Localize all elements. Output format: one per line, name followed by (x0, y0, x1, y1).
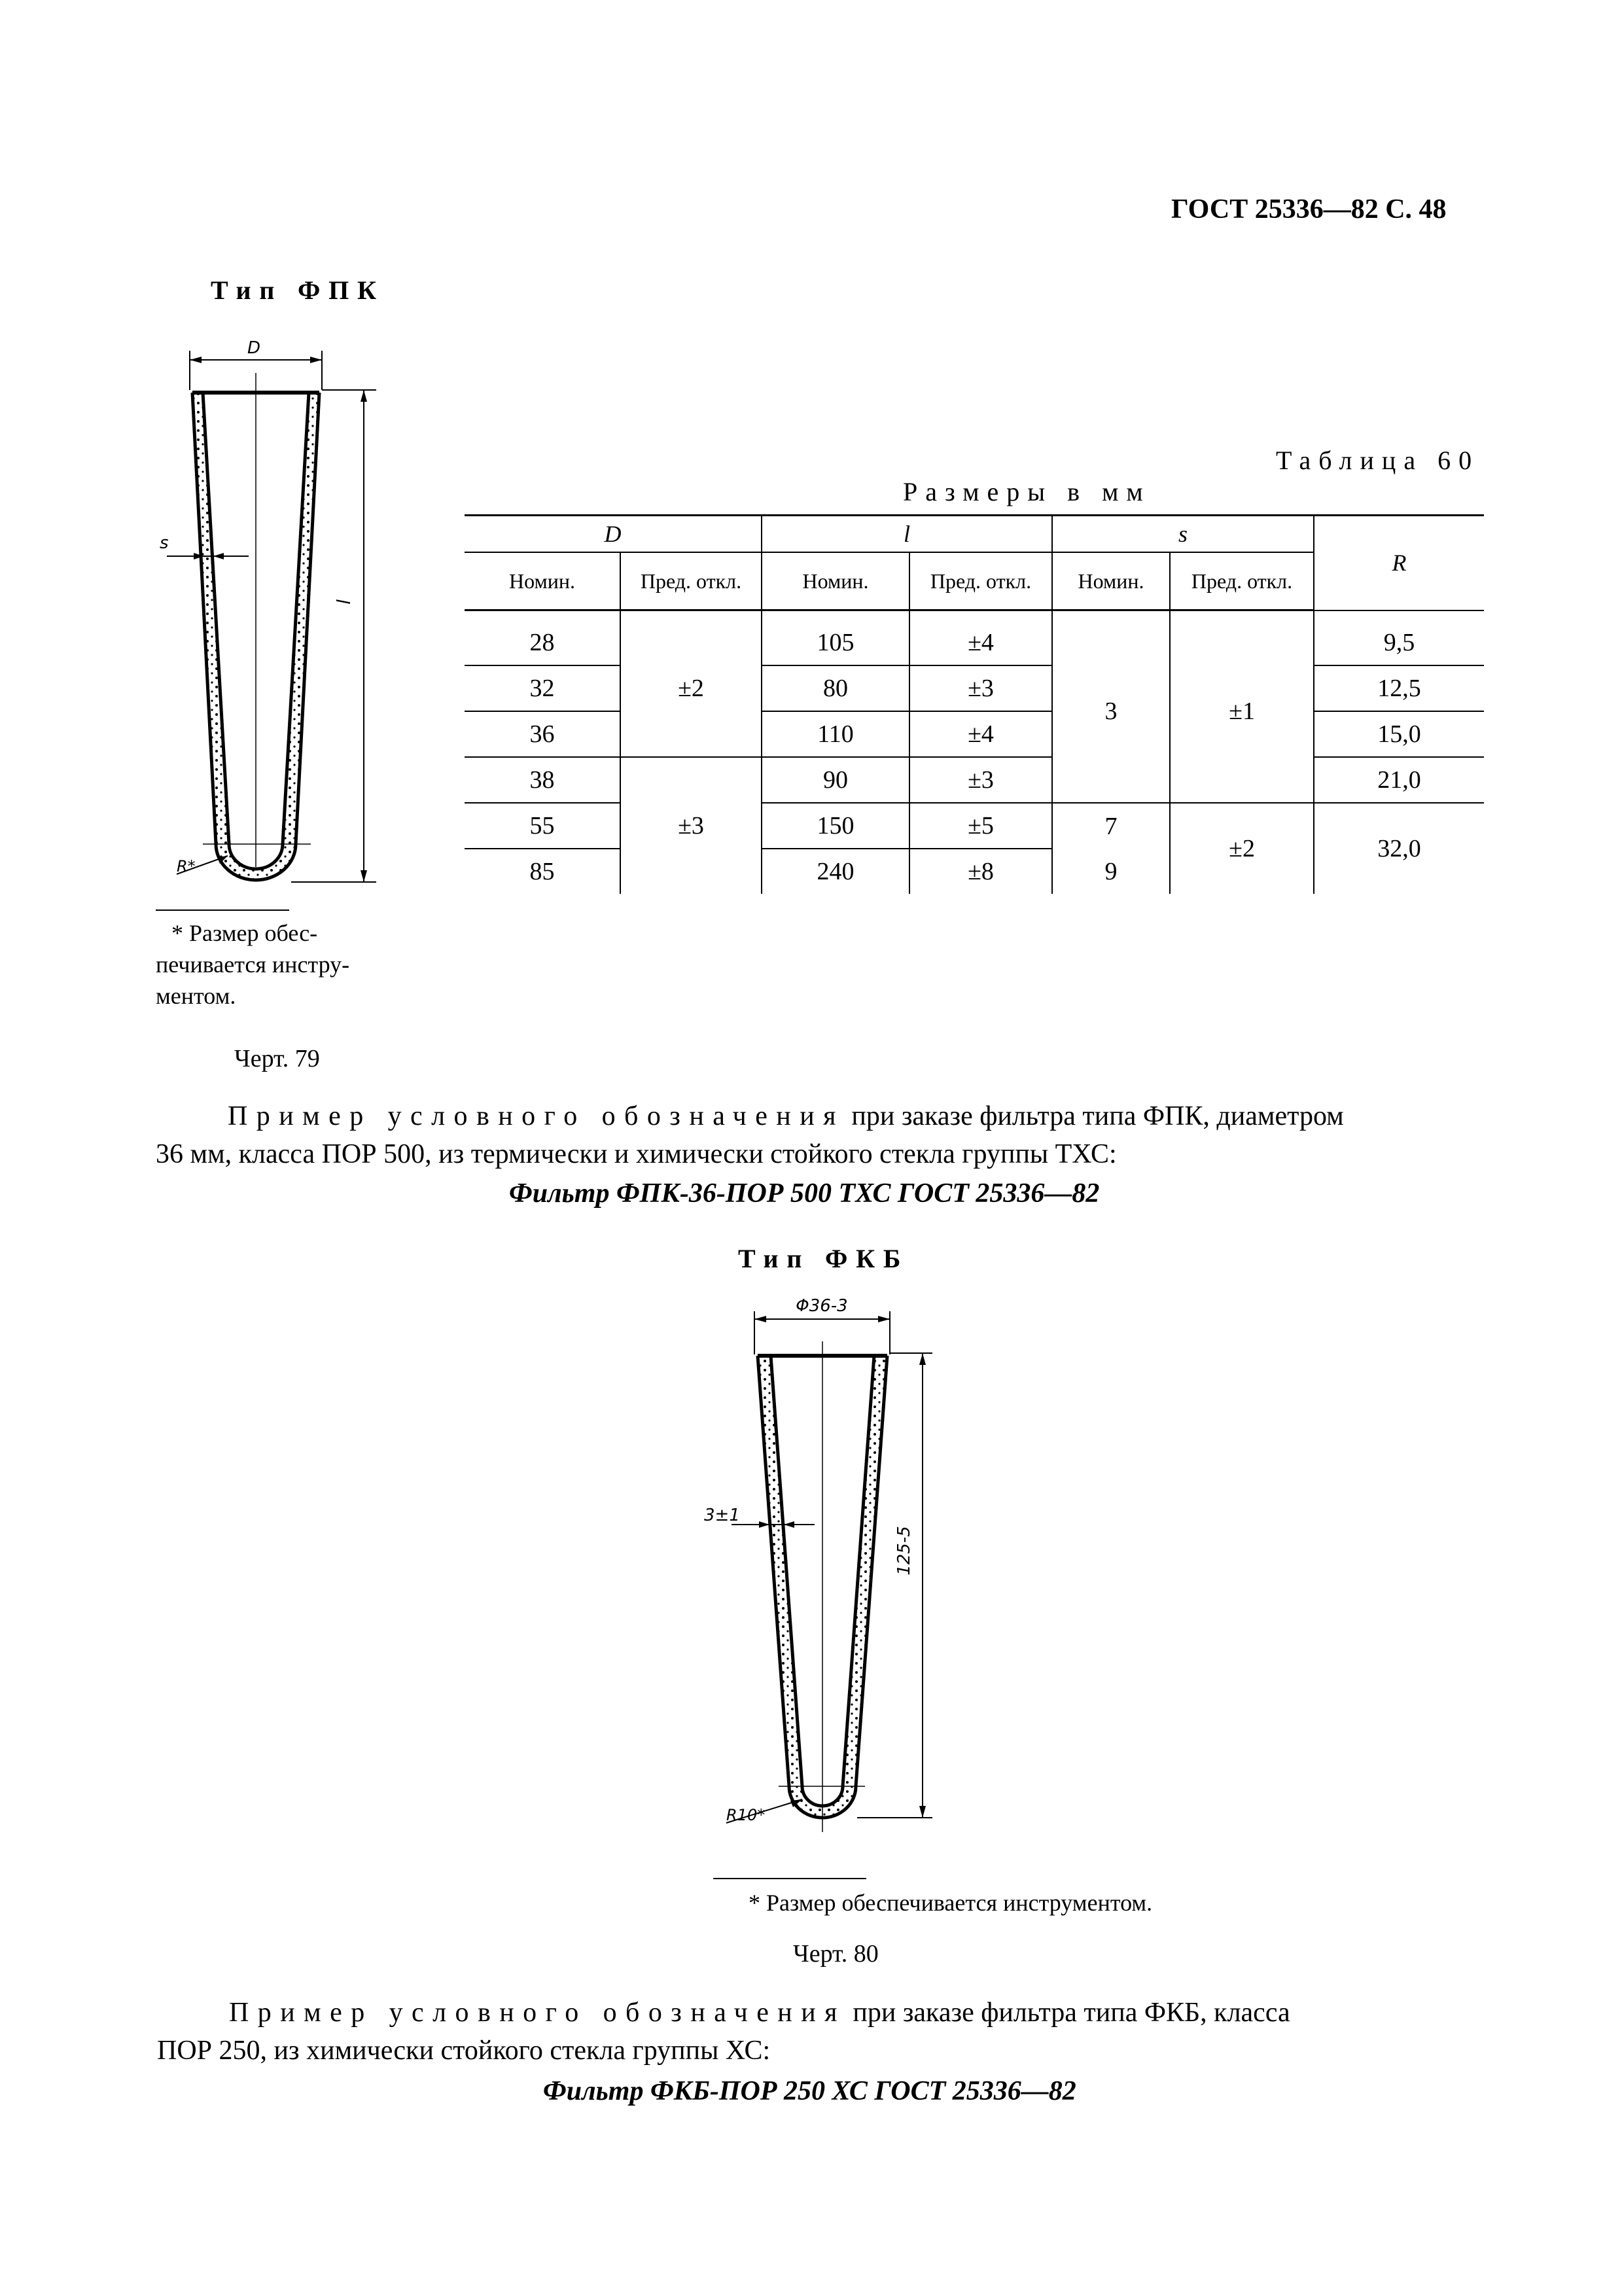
table-caption: Таблица 60 (1276, 446, 1480, 475)
example2-lead: Пример условного обозначения (229, 1998, 846, 2028)
example2-rest: при заказе фильтра типа ФКБ, класса (853, 1998, 1290, 2028)
dim-diameter-label: Φ36-3 (796, 1296, 848, 1316)
dim-d-label: D (247, 338, 261, 358)
footnote-fpk-line1: * Размер обес- (171, 920, 318, 946)
dim-radius-label: R10* (726, 1806, 766, 1824)
example2-designation: Фильтр ФКБ-ПОР 250 ХС ГОСТ 25336—82 (543, 2076, 1076, 2106)
subheader-d-tolerance: Пред. откл. (620, 552, 762, 610)
dim-r-label: R* (177, 857, 196, 875)
example1-designation: Фильтр ФПК-36-ПОР 500 ТХС ГОСТ 25336—82 (509, 1178, 1100, 1209)
subheader-l-nominal: Номин. (762, 552, 909, 610)
footnote-fkb: * Размер обеспечивается инструментом. (749, 1890, 1153, 1916)
header-r: R (1314, 516, 1484, 610)
footnote-fpk-line3: ментом. (156, 983, 236, 1009)
dim-l-label: l (333, 599, 355, 605)
type-title-fkb: Тип ФКБ (738, 1244, 909, 1273)
example2-line2: ПОР 250, из химически стойкого стекла группы ХС: (157, 2036, 771, 2066)
subheader-s-tolerance: Пред. откл. (1170, 552, 1314, 610)
footnote-rule-2 (713, 1878, 866, 1879)
table-row: 28 ±2 105 ±4 3 ±1 9,5 (465, 620, 1484, 665)
running-header: ГОСТ 25336—82 С. 48 (1171, 194, 1447, 224)
dim-s-label: s (160, 533, 169, 553)
example1-rest: при заказе фильтра типа ФПК, диаметром (851, 1101, 1344, 1131)
figure-caption-80: Черт. 80 (793, 1940, 879, 1968)
example2-line1 (229, 1997, 1290, 2028)
dimension-wall (704, 1506, 815, 1528)
table-row: 55 150 ±5 7 ±2 32,0 (465, 803, 1484, 849)
table-row: 36 110 ±4 15,0 (465, 711, 1484, 757)
footnote-fpk-line2: печивается инстру- (156, 951, 350, 978)
header-d: D (465, 516, 762, 553)
type-title-fpk: Тип ФПК (211, 275, 385, 305)
table-60 (465, 514, 1484, 894)
example1-line1 (228, 1101, 1344, 1132)
table-row: 32 80 ±3 12,5 (465, 665, 1484, 711)
subheader-s-nominal: Номин. (1052, 552, 1170, 610)
table-row: 38 ±3 90 ±3 21,0 (465, 757, 1484, 803)
dimension-radius (726, 1799, 802, 1824)
dim-wall-label: 3±1 (704, 1506, 740, 1525)
drawing-fpk (150, 327, 412, 903)
example1-line2: 36 мм, класса ПОР 500, из термически и химически стойкого стекла группы ТХС: (156, 1139, 1117, 1169)
table-row: 85 240 ±8 9 (465, 849, 1484, 894)
header-s: s (1052, 516, 1314, 553)
dimension-r (177, 856, 228, 875)
figure-caption-79: Черт. 79 (234, 1045, 320, 1072)
table-units: Размеры в мм (903, 477, 1151, 506)
drawing-fkb (680, 1276, 968, 1852)
footnote-rule (156, 910, 289, 911)
subheader-d-nominal: Номин. (465, 552, 620, 610)
dim-length-label: 125-5 (894, 1526, 914, 1576)
subheader-l-tolerance: Пред. откл. (909, 552, 1052, 610)
header-l: l (762, 516, 1052, 553)
example1-lead: Пример условного обозначения (228, 1101, 845, 1131)
